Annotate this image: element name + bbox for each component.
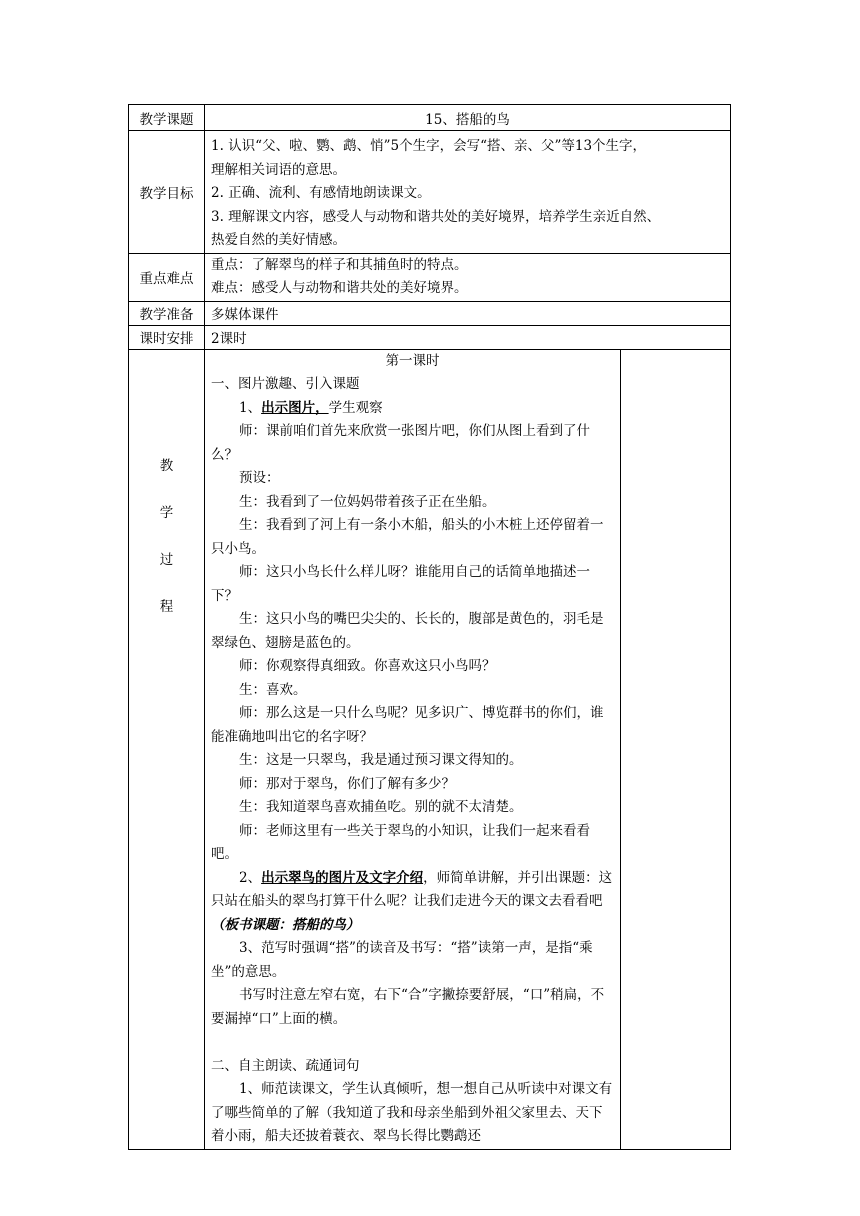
paragraph: 预设： — [239, 470, 280, 486]
step-number: 2、 — [239, 869, 262, 886]
section-heading: 二、自主朗读、疏通词句 — [211, 1057, 360, 1074]
step-3: 3、范写时强调“搭”的读音及书写：“搭”读第一声，是指“乘坐”的意思。 — [211, 940, 593, 980]
paragraph: 师：这只小鸟长什么样儿呀？谁能用自己的话简单地描述一下？ — [211, 564, 590, 604]
paragraph: 师：课前咱们首先来欣赏一张图片吧，你们从图上看到了什么？ — [211, 423, 590, 463]
goals-line: 2. 正确、流利、有感情地朗读课文。 — [211, 185, 431, 201]
paragraph: 师：老师这里有一些关于翠鸟的小知识，让我们一起来看看吧。 — [211, 822, 590, 862]
schedule-value: 2课时 — [205, 325, 731, 349]
step-2-link: 出示翠鸟的图片及文字介绍 — [261, 869, 424, 886]
step-text: ，师简单讲解，并引出课题：这只站在船头的翠鸟打算干什么呢？让我们走进今天的课文去看看吧 — [211, 869, 613, 909]
process-label-char: 教 — [159, 457, 174, 474]
goals-line: 理解相关词语的意思。 — [211, 161, 346, 178]
step-1 — [211, 397, 614, 421]
prep-label: 教学准备 — [129, 301, 205, 325]
process-label-char: 学 — [159, 504, 174, 521]
keypoints-row — [129, 253, 731, 301]
schedule-label — [129, 325, 205, 349]
keypoints-content — [205, 253, 731, 301]
prep-row — [129, 301, 731, 325]
goals-line: 热爱自然的美好情感。 — [211, 232, 346, 248]
topic-row — [129, 105, 731, 131]
keypoints-label: 重点难点 — [129, 253, 205, 301]
goals-row — [129, 131, 731, 254]
goals-line: 1. 认识“父、啦、鹦、鹉、悄”5个生字，会写“搭、亲、父”等13个生字， — [211, 138, 647, 154]
paragraph: 师：你观察得真细致。你喜欢这只小鸟吗？ — [239, 658, 496, 674]
goals-label: 教学目标 — [129, 131, 205, 254]
schedule-row — [129, 325, 731, 349]
topic-label: 教学课题 — [129, 105, 205, 131]
process-row — [129, 349, 731, 1149]
process-label-char: 过 — [159, 551, 174, 568]
blank-line — [211, 1031, 614, 1055]
board-title-note: （板书课题：搭船的鸟） — [211, 916, 360, 933]
paragraph: 生：我知道翠鸟喜欢捕鱼吃。别的就不太清楚。 — [239, 799, 523, 815]
paragraph: 生：我看到了河上有一条小木船，船头的小木桩上还停留着一只小鸟。 — [211, 517, 604, 557]
paragraph: 生：这是一只翠鸟，我是通过预习课文得知的。 — [239, 752, 523, 768]
keypoints-line: 重点：了解翠鸟的样子和其捕鱼时的特点。 — [211, 256, 468, 273]
keypoints-line: 难点：感受人与动物和谐共处的美好境界。 — [211, 280, 468, 296]
period-title: 第一课时 — [385, 352, 440, 369]
goals-content — [205, 131, 731, 254]
paragraph: 师：那对于翠鸟，你们了解有多少？ — [239, 775, 455, 792]
schedule-label-text: 课时安排 — [139, 331, 194, 347]
step-1-link: 出示图片， — [261, 399, 329, 416]
paragraph: 书写时注意左窄右宽，右下“合”字撇捺要舒展，“口”稍扁，不要漏掉“口”上面的横。 — [211, 987, 605, 1027]
notes-column — [621, 349, 731, 1149]
goals-line: 3. 理解课文内容，感受人与动物和谐共处的美好境界，培养学生亲近自然、 — [211, 208, 661, 225]
paragraph: 1、师范读课文，学生认真倾听，想一想自己从听读中对课文有了哪些简单的了解（我知道了我和母亲坐船到外祖父家里去、天下着小雨，船夫还披着蓑衣、翠鸟长得比鹦鹉还 — [211, 1081, 613, 1144]
topic-value: 15、搭船的鸟 — [205, 105, 731, 131]
step-text: 学生观察 — [328, 399, 383, 416]
step-2 — [211, 867, 614, 938]
process-label — [129, 349, 205, 1149]
lesson-plan-table — [128, 104, 731, 1150]
paragraph: 生：我看到了一位妈妈带着孩子正在坐船。 — [239, 493, 496, 510]
process-label-char: 程 — [159, 598, 174, 615]
process-content — [205, 349, 621, 1149]
section-heading: 一、图片激趣、引入课题 — [211, 376, 360, 392]
paragraph: 生：喜欢。 — [239, 681, 307, 698]
step-number: 1、 — [239, 399, 262, 416]
paragraph: 生：这只小鸟的嘴巴尖尖的、长长的，腹部是黄色的，羽毛是翠绿色、翅膀是蓝色的。 — [211, 611, 604, 651]
prep-value: 多媒体课件 — [205, 301, 731, 325]
paragraph: 师：那么这是一只什么鸟呢？见多识广、博览群书的你们，谁能准确地叫出它的名字呀？ — [211, 705, 604, 745]
